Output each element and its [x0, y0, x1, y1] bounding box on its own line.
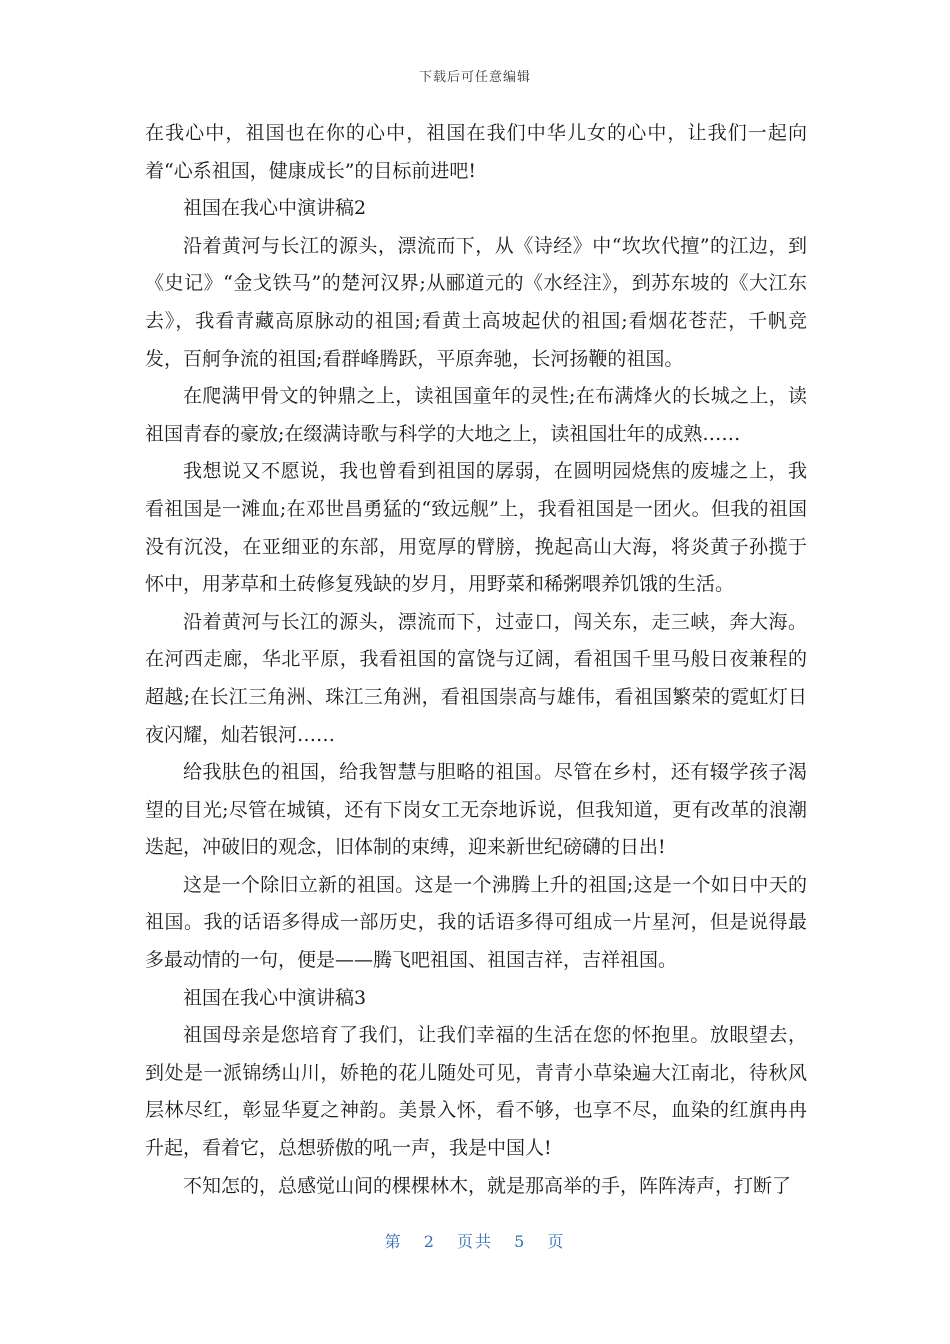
paragraph: 在爬满甲骨文的钟鼎之上，读祖国童年的灵性;在布满烽火的长城之上，读祖国青春的豪放;在缀满诗歌与科学的大地之上，读祖国壮年的成熟…… [145, 385, 807, 445]
page-footer [0, 1229, 950, 1252]
paragraph: 在我心中，祖国也在你的心中，祖国在我们中华儿女的心中，让我们一起向着“心系祖国，健康成长”的目标前进吧! [145, 122, 807, 182]
paragraph: 这是一个除旧立新的祖国。这是一个沸腾上升的祖国;这是一个如日中天的祖国。我的话语多得成一部历史，我的话语多得可组成一片星河，但是说得最多最动情的一句，便是——腾飞吧祖国、祖国吉祥，吉祥祖国。 [145, 873, 807, 972]
paragraph: 沿着黄河与长江的源头，漂流而下，过壶口，闯关东，走三峡，奔大海。在河西走廊，华北平原，我看祖国的富饶与辽阔，看祖国千里马般日夜兼程的超越;在长江三角洲、珠江三角洲，看祖国崇高与雄伟，看祖国繁荣的霓虹灯日夜闪耀，灿若银河…… [145, 610, 807, 746]
footer-prefix: 第 [384, 1232, 403, 1251]
paragraph: 我想说又不愿说，我也曾看到祖国的孱弱，在圆明园烧焦的废墟之上，我看祖国是一滩血;在邓世昌勇猛的“致远舰”上，我看祖国是一团火。但我的祖国没有沉没，在亚细亚的东部，用宽厚的臂膀，挽起高山大海，将炎黄子孙揽于怀中，用茅草和土砖修复残缺的岁月，用野菜和稀粥喂养饥饿的生活。 [145, 460, 807, 596]
paragraph: 祖国在我心中演讲稿2 [183, 197, 367, 220]
total-pages-number: 5 [514, 1232, 527, 1251]
paragraph: 不知怎的，总感觉山间的棵棵林木，就是那高举的手，阵阵涛声，打断了 [183, 1174, 792, 1197]
footer-suffix: 页 [547, 1232, 566, 1251]
current-page-number: 2 [423, 1232, 436, 1251]
page-header: 下载后可任意编辑 [418, 70, 531, 85]
footer-middle: 页共 [456, 1232, 493, 1251]
paragraph: 给我肤色的祖国，给我智慧与胆略的祖国。尽管在乡村，还有辍学孩子渴望的目光;尽管在城镇，还有下岗女工无奈地诉说，但我知道，更有改革的浪潮迭起，冲破旧的观念，旧体制的束缚，迎来新世纪磅礴的日出! [145, 761, 807, 859]
paragraph: 祖国母亲是您培育了我们，让我们幸福的生活在您的怀抱里。放眼望去，到处是一派锦绣山川，娇艳的花儿随处可见，青青小草染遍大江南北，待秋风层林尽红，彰显华夏之神韵。美景入怀，看不够，也享不尽，血染的红旗冉冉升起，看着它，总想骄傲的吼一声，我是中国人! [145, 1024, 807, 1160]
document-body [145, 115, 807, 1205]
paragraph: 沿着黄河与长江的源头，漂流而下，从《诗经》中“坎坎代擅”的江边，到《史记》“金戈铁马”的楚河汉界;从郦道元的《水经注》，到苏东坡的《大江东去》，我看青藏高原脉动的祖国;看黄土高坡起伏的祖国;看烟花苍茫，千帆竞发，百舸争流的祖国;看群峰腾跃，平原奔驰，长河扬鞭的祖国。 [145, 234, 807, 370]
paragraph: 祖国在我心中演讲稿3 [183, 986, 367, 1009]
